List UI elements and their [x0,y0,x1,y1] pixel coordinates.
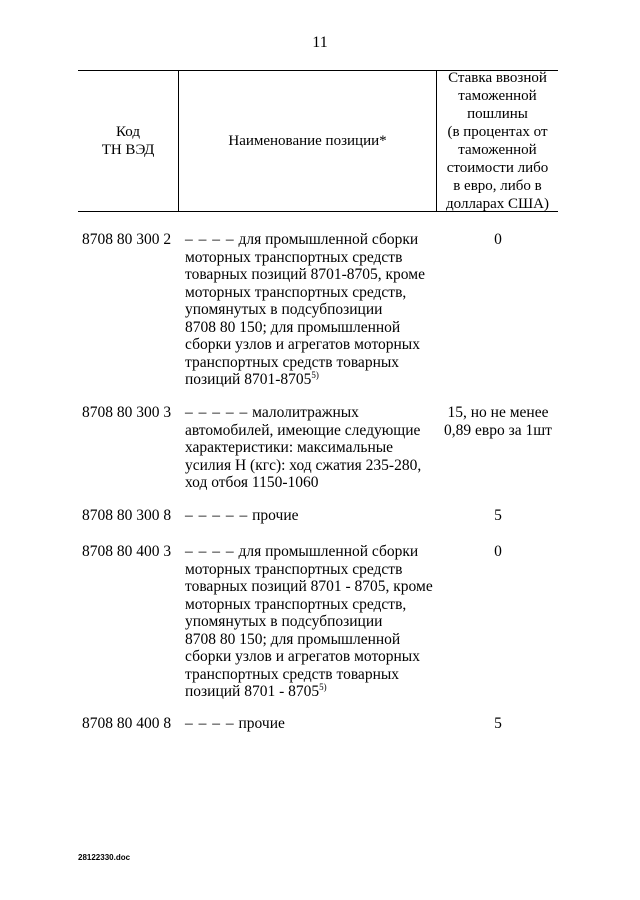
description-text: малолитражных [252,404,359,421]
description-text: транспортных средств товарных [185,665,400,683]
description-line [185,231,435,249]
dash-marker: – – – – [185,715,235,732]
description-text: 8708 80 150; для промышленной [185,318,401,336]
description-line [185,715,435,733]
description-line [185,249,435,267]
description-line [185,319,435,337]
rate-line: 0 [494,543,502,560]
header-rate-line: Ставка ввозной [448,69,547,86]
rate-line: 0 [494,231,502,248]
description-text: автомобилей, имеющие следующие [185,421,421,439]
description-line [185,457,435,475]
row-description [185,507,435,525]
description-text: сборки узлов и агрегатов моторных [185,648,420,665]
header-rate-line: (в процентах от [447,123,548,140]
row-description [185,404,435,492]
description-line [185,578,435,596]
description-line [185,613,435,631]
header-code-line: Код [116,123,140,140]
description-line [185,543,435,561]
description-text: для промышленной сборки [238,231,419,248]
description-text: прочие [238,715,285,732]
page-number: 11 [312,34,328,51]
header-rate-line: таможенной [458,141,537,158]
row-rate [437,715,559,733]
description-text: моторных транспортных средств [185,248,403,266]
row-rate [437,404,559,439]
footnote-marker: 5) [319,681,327,692]
description-text: сборки узлов и агрегатов моторных [185,336,420,353]
description-text: моторных транспортных средств, [185,283,407,301]
description-text: товарных позиций 8701-8705, кроме [185,266,425,283]
row-code: 8708 80 300 8 [82,507,172,524]
description-line [185,666,435,684]
dash-marker: – – – – – [185,404,249,421]
rate-line: 5 [494,715,502,732]
row-description [185,715,435,733]
header-rate-line: стоимости либо [446,159,549,176]
row-code: 8708 80 300 2 [82,231,172,248]
description-line [185,371,435,389]
row-rate [437,507,559,525]
row-code: 8708 80 300 3 [82,404,172,421]
description-text: транспортных средств товарных [185,353,400,371]
header-rate-line: в евро, либо в [453,177,542,194]
description-line [185,336,435,354]
row-code: 8708 80 400 8 [82,715,172,732]
description-text: прочие [252,507,299,524]
description-text: товарных позиций 8701 - 8705, кроме [185,578,433,595]
description-line [185,266,435,284]
description-line [185,404,435,422]
description-line [185,439,435,457]
header-rate-line: пошлины [467,105,528,122]
description-line [185,683,435,701]
header-rate [437,71,558,210]
description-line [185,422,435,440]
description-text: 8708 80 150; для промышленной [185,630,401,648]
description-text: позиций 8701-8705 [185,371,312,388]
description-text: моторных транспортных средств, [185,595,407,613]
header-rate-line: долларах США) [446,195,549,212]
description-line [185,474,435,492]
description-line [185,284,435,302]
description-text: упомянутых в подсубпозиции [185,301,383,318]
row-description [185,543,435,701]
description-line [185,301,435,319]
description-line [185,648,435,666]
header-name: Наименование позиции* [228,132,387,149]
description-line [185,596,435,614]
document-id: 28122330.doc [78,853,131,862]
header-code-line: ТН ВЭД [101,141,155,158]
footnote-marker: 5) [311,369,319,380]
description-line [185,507,435,525]
dash-marker: – – – – – [185,507,249,524]
header-rate-line: таможенной [458,87,537,104]
description-line [185,354,435,372]
description-line [185,631,435,649]
rate-line: 15, но не менее [447,404,549,421]
row-rate [437,231,559,249]
row-code: 8708 80 400 3 [82,543,172,560]
rate-line: 0,89 евро за 1шт [444,421,552,439]
header-code [78,71,178,210]
table-header [78,70,558,212]
dash-marker: – – – – [185,231,235,248]
description-text: позиций 8701 - 8705 [185,683,320,700]
description-text: характеристики: максимальные [185,439,394,456]
description-text: упомянутых в подсубпозиции [185,613,383,630]
description-text: ход отбоя 1150-1060 [185,474,319,491]
row-rate [437,543,559,561]
description-text: моторных транспортных средств [185,560,403,578]
description-text: для промышленной сборки [238,543,419,560]
description-text: усилия Н (кгс): ход сжатия 235-280, [185,456,422,474]
row-description [185,231,435,389]
rate-line: 5 [494,507,502,524]
dash-marker: – – – – [185,543,235,560]
description-line [185,561,435,579]
